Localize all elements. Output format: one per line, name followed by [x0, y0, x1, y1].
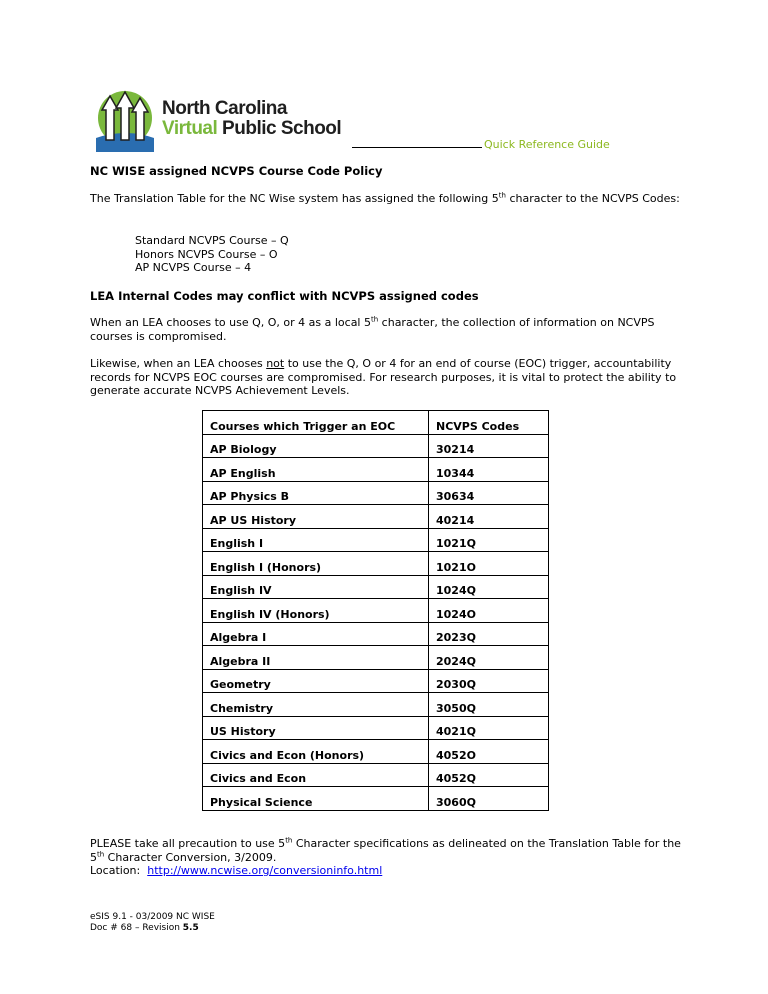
closing-text: PLEASE take all precaution to use 5	[90, 837, 286, 850]
location-label: Location:	[90, 864, 141, 877]
policy-intro-text-end: character to the NCVPS Codes:	[505, 192, 680, 205]
course-code-cell: 3050Q	[429, 693, 549, 717]
table-row	[203, 622, 549, 646]
table-row	[203, 481, 549, 505]
superscript: th	[498, 191, 506, 200]
course-type-list	[135, 234, 289, 275]
eoc-course-codes-table	[202, 410, 549, 811]
superscript: th	[370, 315, 379, 324]
footer-doc-text: Doc # 68 – Revision	[90, 923, 183, 933]
course-name-cell: AP Physics B	[203, 481, 429, 505]
logo-text-virtual: Virtual	[162, 118, 218, 139]
header-rule	[352, 147, 482, 148]
course-code-cell: 2024Q	[429, 646, 549, 670]
table-row	[203, 693, 549, 717]
list-item: Honors NCVPS Course – O	[135, 247, 278, 261]
table-row	[203, 763, 549, 787]
course-name-cell: Civics and Econ	[203, 763, 429, 787]
superscript: th	[97, 849, 105, 858]
course-name-cell: Geometry	[203, 669, 429, 693]
para-text: Likewise, when an LEA chooses	[90, 357, 267, 370]
list-item: Standard NCVPS Course – Q	[135, 234, 289, 247]
course-name-cell: AP Biology	[203, 434, 429, 458]
policy-intro	[90, 192, 690, 206]
course-name-cell: Civics and Econ (Honors)	[203, 740, 429, 764]
course-name-cell: AP US History	[203, 505, 429, 529]
column-header-course: Courses which Trigger an EOC	[203, 411, 429, 435]
table-row	[203, 716, 549, 740]
course-name-cell: English I	[203, 528, 429, 552]
table-row	[203, 669, 549, 693]
course-name-cell: US History	[203, 716, 429, 740]
course-name-cell: Physical Science	[203, 787, 429, 811]
ncvps-logo-icon	[90, 88, 160, 152]
course-code-cell: 4021Q	[429, 716, 549, 740]
course-code-cell: 1021O	[429, 552, 549, 576]
course-code-cell: 4052Q	[429, 763, 549, 787]
course-code-cell: 3060Q	[429, 787, 549, 811]
table-row	[203, 458, 549, 482]
course-code-cell: 40214	[429, 505, 549, 529]
policy-intro-text: The Translation Table for the NC Wise system has assigned the following 5	[90, 192, 499, 205]
para-text-end: character, the collection of information on NCVPS courses is compromised.	[90, 316, 655, 343]
course-name-cell: English IV (Honors)	[203, 599, 429, 623]
superscript: th	[285, 836, 293, 845]
guide-title: Quick Reference Guide	[484, 138, 610, 151]
list-item: AP NCVPS Course – 4	[135, 261, 252, 274]
course-name-cell: Chemistry	[203, 693, 429, 717]
course-code-cell: 1024Q	[429, 575, 549, 599]
logo-text-line1: North Carolina	[162, 98, 287, 119]
course-name-cell: Algebra II	[203, 646, 429, 670]
course-code-cell: 30634	[429, 481, 549, 505]
logo-text-line2	[162, 118, 341, 140]
closing-text-end: Character Conversion, 3/2009.	[104, 850, 277, 864]
conflict-paragraph-2	[90, 357, 680, 398]
table-row	[203, 505, 549, 529]
column-header-code: NCVPS Codes	[429, 411, 549, 435]
underlined-word: not	[266, 357, 285, 370]
course-code-cell: 1021Q	[429, 528, 549, 552]
table-row	[203, 434, 549, 458]
conflict-paragraph-1	[90, 316, 680, 343]
table-row	[203, 599, 549, 623]
course-code-cell: 2030Q	[429, 669, 549, 693]
table-row	[203, 552, 549, 576]
footer-revision-number: 5.5	[182, 923, 199, 933]
conversion-info-link[interactable]: http://www.ncwise.org/conversioninfo.html	[147, 864, 383, 877]
course-code-cell: 4052O	[429, 740, 549, 764]
closing-paragraph	[90, 837, 690, 878]
course-name-cell: English IV	[203, 575, 429, 599]
table-row	[203, 740, 549, 764]
table-row	[203, 646, 549, 670]
policy-heading: NC WISE assigned NCVPS Course Code Policy	[90, 164, 383, 178]
para-text-end: to use the Q, O or 4 for an end of course (EOC) trigger, accountability records for NCVPS EOC courses are compromised. For research purposes, it is vital to protect the ability to generate accurate NCVPS Achievement Levels.	[90, 357, 677, 397]
table-body	[203, 411, 549, 811]
course-code-cell: 1024O	[429, 599, 549, 623]
closing-text-mid: Character specifications as delineated on the Translation Table for the 5	[90, 837, 681, 864]
para-text: When an LEA chooses to use Q, O, or 4 as a local 5	[90, 316, 371, 329]
course-code-cell: 10344	[429, 458, 549, 482]
table-row	[203, 575, 549, 599]
course-code-cell: 2023Q	[429, 622, 549, 646]
table-header-row	[203, 411, 549, 435]
table-row	[203, 787, 549, 811]
course-name-cell: AP English	[203, 458, 429, 482]
footer-doc-revision	[90, 923, 199, 933]
course-name-cell: Algebra I	[203, 622, 429, 646]
logo-text-public-school: Public School	[217, 118, 342, 139]
table-row	[203, 528, 549, 552]
course-code-cell: 30214	[429, 434, 549, 458]
footer-version: eSIS 9.1 - 03/2009 NC WISE	[90, 912, 215, 922]
conflict-heading: LEA Internal Codes may conflict with NCVPS assigned codes	[90, 289, 479, 303]
course-name-cell: English I (Honors)	[203, 552, 429, 576]
